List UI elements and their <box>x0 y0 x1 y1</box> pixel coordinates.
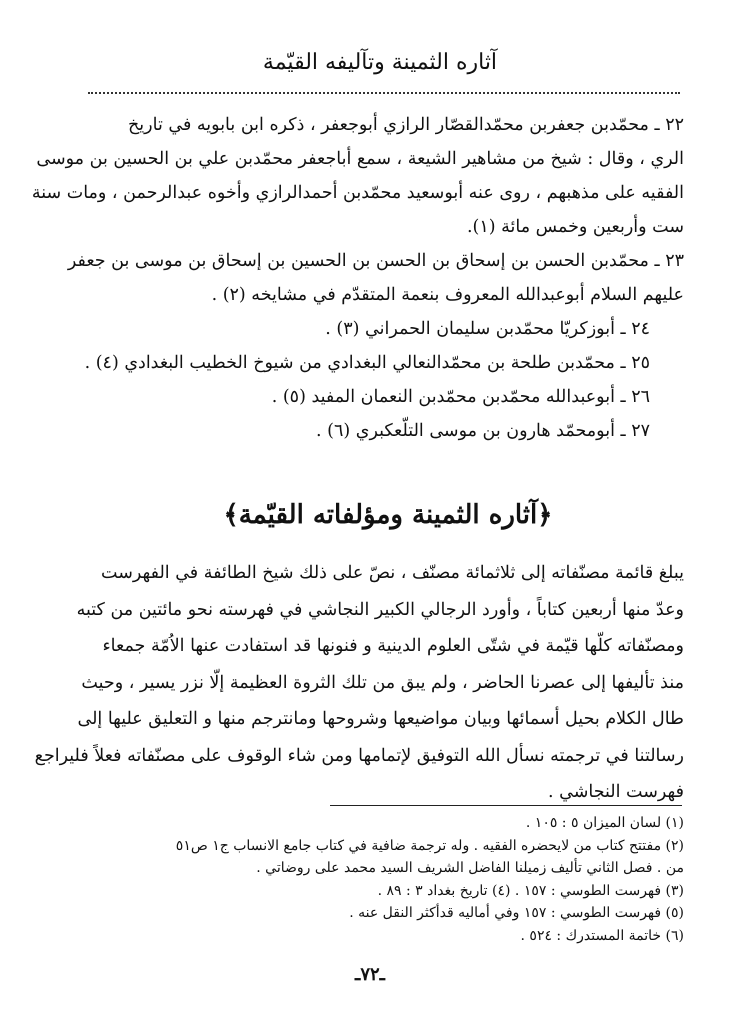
section-heading: ﴿آثاره الثمينة ومؤلفاته القيّمة﴾ <box>223 500 553 530</box>
entry-line: الري ، وقال : شيخ من مشاهير الشيعة ، سمع أباجعفر محمّدبن علي بن الحسين بن موسى <box>36 149 684 169</box>
footnote-divider <box>330 805 682 806</box>
header-divider <box>88 92 680 94</box>
entry-27 <box>92 414 684 448</box>
footnote: (١) لسان الميزان ٥ : ١٠٥ . <box>525 815 684 831</box>
entry-line: ٢٢ ـ محمّدبن جعفربن محمّدالقصّار الرازي أبوجعفر ، ذكره ابن بابويه في تاريخ <box>128 115 684 135</box>
entry-line: ٢٧ ـ أبومحمّد هارون بن موسى التلّعكبري (٦) . <box>316 421 650 441</box>
entry-line: عليهم السلام أبوعبدالله المعروف بنعمة المتقدّم في مشايخه (٢) . <box>211 285 684 305</box>
entry-line: ٢٥ ـ محمّدبن طلحة بن محمّدالنعالي البغدادي من شيوخ الخطيب البغدادي (٤) . <box>84 353 650 373</box>
entry-line: ٢٦ ـ أبوعبدالله محمّدبن محمّدبن النعمان المفيد (٥) . <box>271 387 650 407</box>
entry-22 <box>31 108 684 244</box>
entry-25 <box>84 346 684 380</box>
body-line: منذ تأليفها إلى عصرنا الحاضر ، ولم يبق من تلك الثروة العظيمة إلّا نزر يسير ، وحيث <box>81 672 684 693</box>
body-line: طال الكلام بحيل أسمائها وبيان مواضيعها وشروحها ومانترجم منها و التعليق عليها إلى <box>77 709 684 729</box>
body-line: فهرست النجاشي . <box>548 782 684 802</box>
body-line: رسالتنا في ترجمته نسأل الله التوفيق لإتمامها ومن شاء الوقوف على مصنّفاته فعلاً فليراجع <box>34 745 684 766</box>
section-body <box>34 555 684 811</box>
entry-23 <box>67 244 684 312</box>
footnotes <box>92 812 684 947</box>
footnote: (٦) خاتمة المستدرك : ٥٢٤ . <box>520 927 684 944</box>
biography-entries <box>31 108 684 448</box>
footnote: من . فصل الثاني تأليف زميلنا الفاضل الشريف السيد محمد على روضاتي . <box>256 860 684 876</box>
running-header: آثاره الثمينة وتآليفه القيّمة <box>262 50 498 75</box>
entry-line: ٢٣ ـ محمّدبن الحسن بن إسحاق بن الحسن بن الحسين بن إسحاق بن موسى بن جعفر <box>67 251 684 271</box>
entry-24 <box>92 312 684 346</box>
entry-line: ست وأربعين وخمس مائة (١). <box>466 217 684 237</box>
footnote: (٥) فهرست الطوسي : ١٥٧ وفي أماليه قدأكثر النقل عنه . <box>349 905 684 921</box>
body-line: ومصنّفاته كلّها قيّمة في شتّى العلوم الدينية و فنونها قد استفادت عنها الاُمّة جمعاء <box>102 636 684 656</box>
body-line: يبلغ قائمة مصنّفاته إلى ثلاثمائة مصنّف ، نصّ على ذلك شيخ الطائفة في الفهرست <box>101 563 684 583</box>
footnote: (٣) فهرست الطوسي : ١٥٧ . <box>514 882 684 899</box>
entry-line: ٢٤ ـ أبوزكريّا محمّدبن سليمان الحمراني (٣) . <box>325 319 650 339</box>
footnote: (٢) مفتتح كتاب من لايحضره الفقيه . وله ترجمة ضافية في كتاب جامع الانساب ج١ ص٥١ <box>175 837 684 854</box>
body-line: وعدّ منها أربعين كتاباً ، وأورد الرجالي الكبير النجاشي في فهرسته نحو مائتين من كتبه <box>76 599 684 620</box>
footnote: (٤) تاريخ بغداد ٣ : ٨٩ . <box>377 882 511 899</box>
page-number: ـ٧٢ـ <box>355 964 385 985</box>
entry-26 <box>92 380 684 414</box>
entry-line: الفقيه على مذهبهم ، روى عنه أبوسعيد محمّدبن أحمدالرازي وأخوه عبدالرحمن ، ومات سنة <box>31 183 684 203</box>
footnote-pair <box>92 880 684 903</box>
